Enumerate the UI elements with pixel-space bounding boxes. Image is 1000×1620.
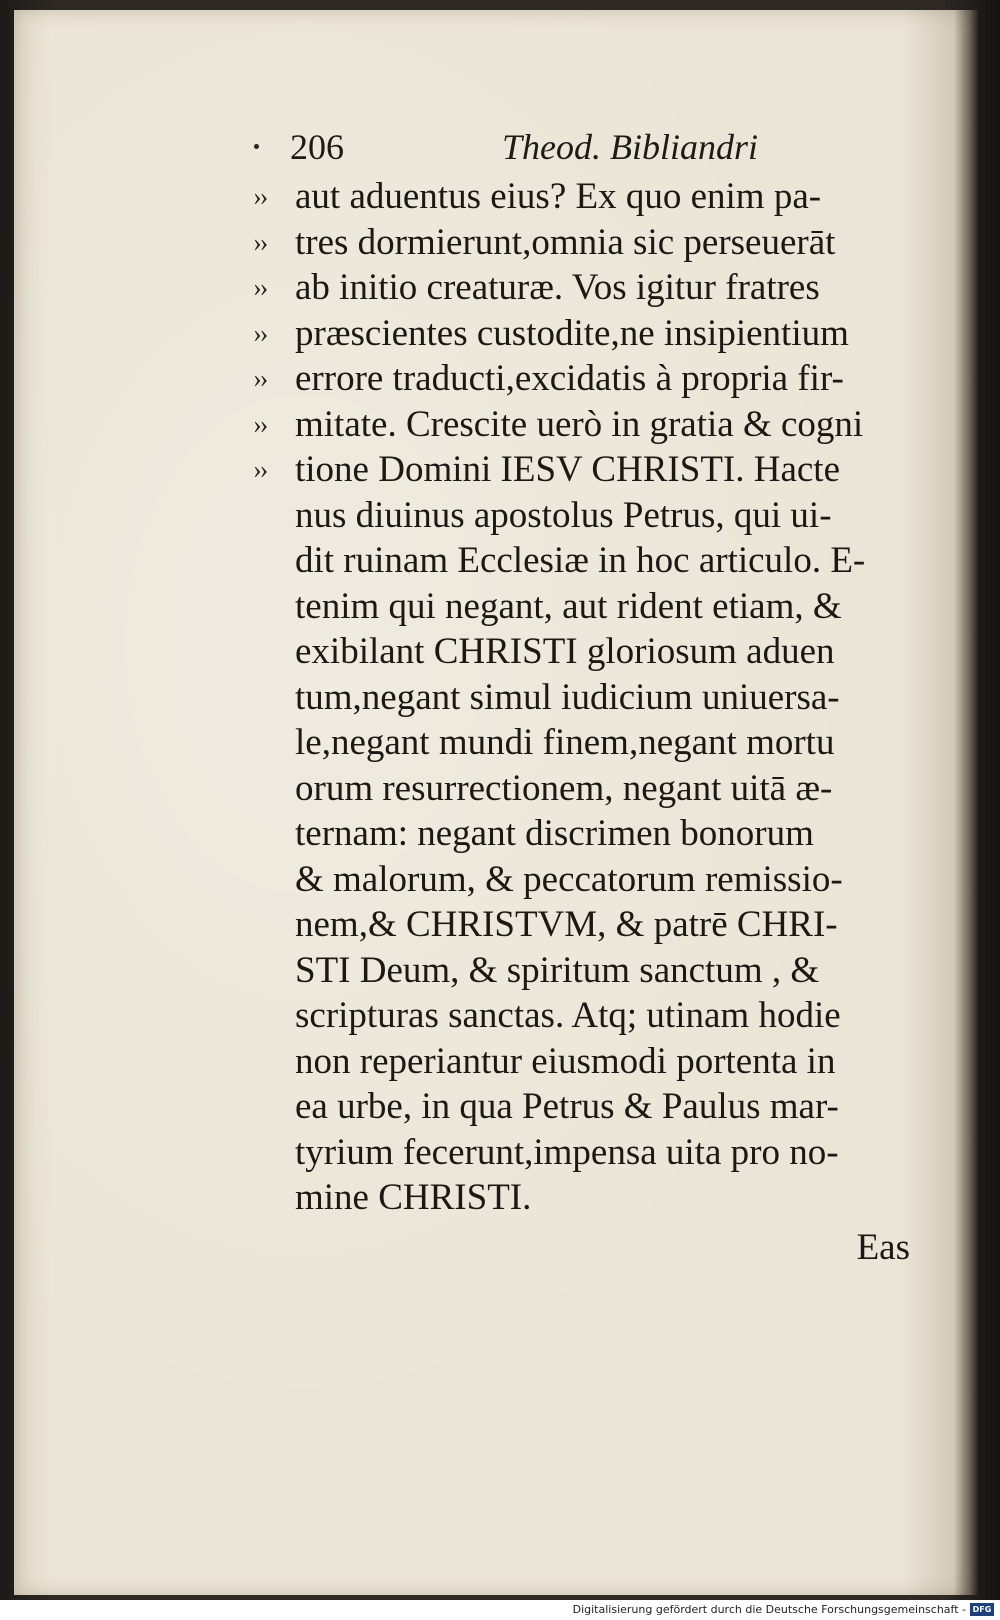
line-text: errore traducti,excidatis à propria fir-	[295, 358, 844, 399]
text-line	[245, 584, 925, 630]
line-text: aut aduentus eius? Ex quo enim pa-	[295, 176, 822, 217]
page-number: 206	[290, 127, 344, 167]
line-text: tres dormierunt,omnia sic perseuerāt	[295, 221, 836, 263]
line-text: le,negant mundi finem,negant mortu	[295, 722, 835, 763]
line-text: exibilant CHRISTI gloriosum aduen	[295, 631, 835, 672]
line-text: mine CHRISTI.	[295, 1177, 532, 1218]
line-text: STI Deum, & spiritum sanctum , &	[295, 949, 820, 991]
line-text: orum resurrectionem, negant uitā æ-	[295, 767, 833, 809]
line-text: scripturas sanctas. Atq; utinam hodie	[295, 995, 841, 1036]
page-header	[290, 126, 910, 172]
ink-tick-mark	[254, 144, 259, 149]
dfg-logo-icon: DFG	[970, 1603, 994, 1616]
catchword: Eas	[856, 1227, 910, 1268]
line-text: ternam: negant discrimen bonorum	[295, 813, 814, 854]
text-line	[245, 1084, 925, 1130]
text-line	[245, 311, 925, 357]
body-text	[245, 174, 925, 1221]
text-line	[245, 220, 925, 266]
text-line	[245, 538, 925, 584]
text-line	[245, 766, 925, 812]
text-line	[245, 629, 925, 675]
funding-credit: Digitalisierung gefördert durch die Deutsche Forschungsgemeinschaft -	[572, 1603, 966, 1616]
text-line	[245, 857, 925, 903]
text-line	[245, 811, 925, 857]
text-line	[245, 993, 925, 1039]
line-text: nus diuinus apostolus Petrus, qui ui-	[295, 494, 832, 536]
quotation-mark: ››	[253, 455, 267, 484]
text-line	[245, 447, 925, 493]
text-line	[245, 1130, 925, 1176]
text-line	[245, 902, 925, 948]
line-text: mitate. Crescite uerò in gratia & cogni	[295, 403, 864, 445]
line-text: ea urbe, in qua Petrus & Paulus mar-	[295, 1086, 839, 1127]
running-head: Theod. Bibliandri	[502, 127, 759, 167]
catchword-row	[245, 1226, 910, 1272]
text-line	[245, 265, 925, 311]
page-gutter-shadow	[954, 10, 980, 1595]
line-text: non reperiantur eiusmodi portenta in	[295, 1040, 836, 1082]
text-line	[245, 720, 925, 766]
line-text: ab initio creaturæ. Vos igitur fratres	[295, 267, 820, 308]
digitization-footer	[0, 1600, 1000, 1620]
text-line	[245, 402, 925, 448]
quotation-mark: ››	[253, 227, 267, 257]
text-line	[245, 493, 925, 539]
quotation-mark: ››	[253, 318, 267, 348]
line-text: dit ruinam Ecclesiæ in hoc articulo. E-	[295, 540, 866, 581]
text-line	[245, 1175, 925, 1221]
line-text: & malorum, & peccatorum remissio-	[295, 858, 843, 900]
line-text: nem,& CHRISTVM, & patrē CHRI-	[295, 904, 838, 945]
quotation-mark: ››	[253, 182, 267, 211]
line-text: tum,negant simul iudicium uniuersa-	[295, 676, 840, 718]
quotation-mark: ››	[253, 364, 267, 393]
quotation-mark: ››	[253, 409, 267, 439]
text-line	[245, 675, 925, 721]
text-line	[245, 356, 925, 402]
text-line	[245, 1039, 925, 1085]
line-text: tenim qui negant, aut rident etiam, &	[295, 585, 842, 627]
line-text: tione Domini IESV CHRISTI. Hacte	[295, 449, 841, 490]
text-line	[245, 174, 925, 220]
line-text: tyrium fecerunt,impensa uita pro no-	[295, 1131, 839, 1173]
line-text: præscientes custodite,ne insipientium	[295, 312, 849, 354]
quotation-mark: ››	[253, 273, 267, 302]
text-line	[245, 948, 925, 994]
